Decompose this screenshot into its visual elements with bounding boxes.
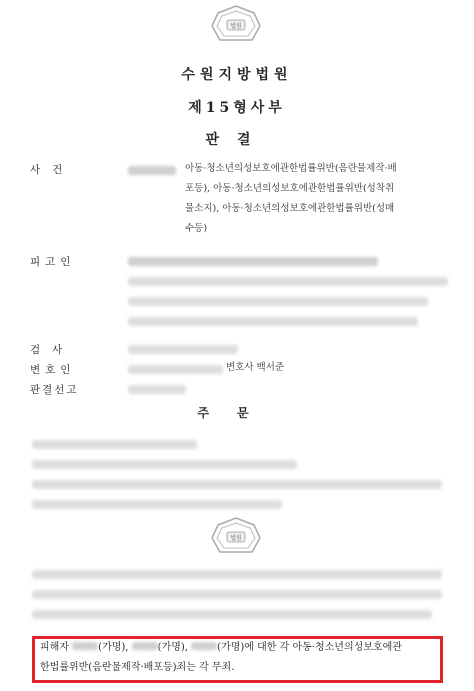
redacted-law-firm <box>128 365 223 374</box>
sentence-date-label: 판결선고 <box>30 384 79 396</box>
redacted-sentence-date <box>128 385 186 394</box>
redacted-order-line-2 <box>32 460 297 469</box>
redacted-order-line-4 <box>32 500 282 509</box>
redacted-defendant-1 <box>128 257 378 266</box>
victim-label: 피해자 <box>40 642 69 653</box>
redacted-victim-2 <box>132 642 158 650</box>
redacted-body-line-3 <box>32 610 432 619</box>
highlight-line-2: 한법률위반(음란물제작·배포등)죄는 각 무죄. <box>40 662 235 673</box>
redacted-prosecutor <box>128 345 238 354</box>
court-name: 수원지방법원 <box>181 67 293 83</box>
charge-line-2: 포등), 아동·청소년의성보호에관한법률위반(성착취 <box>185 183 395 194</box>
redacted-case-number <box>128 166 176 175</box>
alias-1: (가명), <box>98 642 129 653</box>
svg-text:법원: 법원 <box>230 23 242 30</box>
document-title: 판결 <box>205 132 269 148</box>
case-label: 사건 <box>30 164 75 176</box>
counsel-name: 변호사 백서준 <box>226 362 285 373</box>
redacted-order-line-3 <box>32 480 442 489</box>
redacted-defendant-4 <box>128 317 418 326</box>
alias-3-charge: (가명)에 대한 각 아동·청소년의성보호에관 <box>217 642 402 653</box>
prosecutor-label: 검사 <box>30 344 75 356</box>
redacted-order-line-1 <box>32 440 197 449</box>
redacted-defendant-3 <box>128 297 428 306</box>
defendant-label: 피고인 <box>30 256 76 268</box>
division-name: 제15형사부 <box>188 100 286 116</box>
highlight-line-1 <box>40 640 402 656</box>
svg-text:법원: 법원 <box>230 535 242 542</box>
charge-line-4: 수등) <box>185 223 208 234</box>
redacted-victim-3 <box>191 642 217 650</box>
order-heading: 주문 <box>197 406 277 420</box>
charge-line-1: 아동·청소년의성보호에관한법률위반(음란물제작·배 <box>185 163 397 174</box>
court-seal-icon <box>210 4 262 44</box>
alias-2: (가명), <box>157 642 188 653</box>
court-seal-icon <box>210 516 262 556</box>
counsel-label: 변호인 <box>30 364 76 376</box>
redacted-victim-1 <box>72 642 98 650</box>
charge-line-3: 물소지), 아동·청소년의성보호에관한법률위반(성매 <box>185 203 395 214</box>
redacted-body-line-1 <box>32 570 442 579</box>
redacted-defendant-2 <box>128 277 448 286</box>
redacted-body-line-2 <box>32 590 442 599</box>
